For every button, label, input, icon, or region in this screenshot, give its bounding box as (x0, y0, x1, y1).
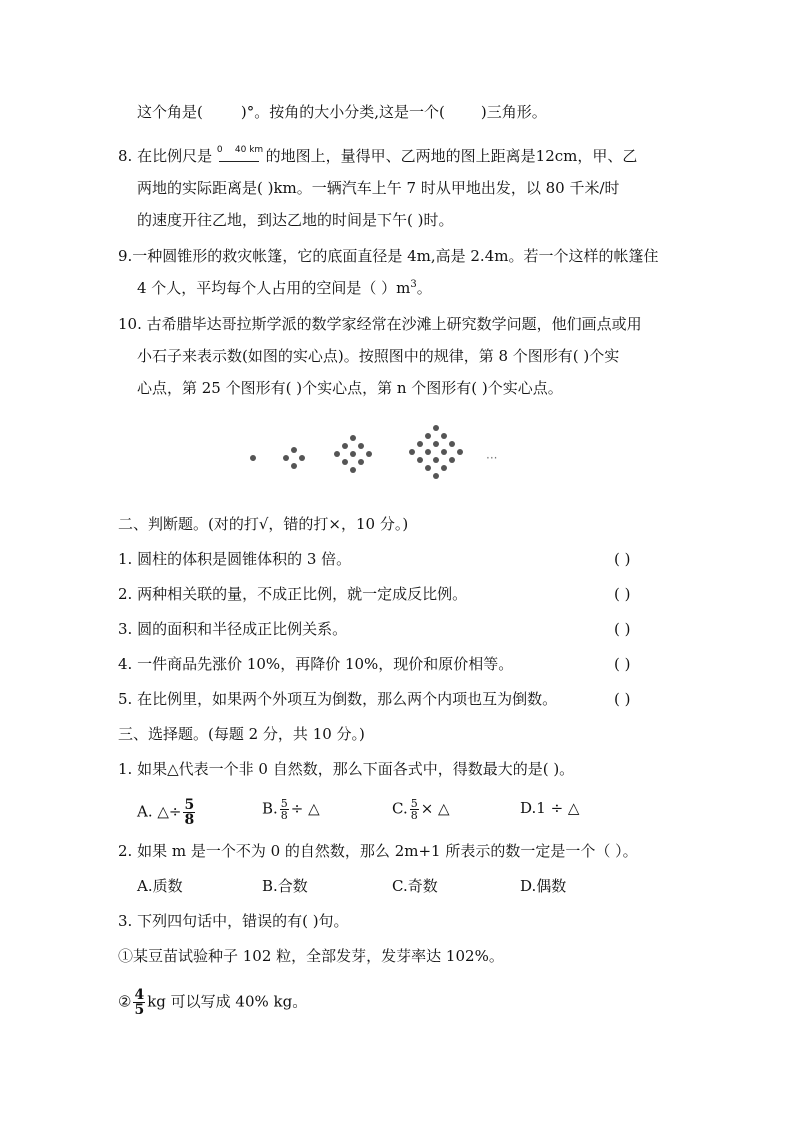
dot (342, 459, 348, 465)
fraction: $\frac{4}{5}$ (134, 987, 145, 1018)
dot (342, 443, 348, 449)
dot (350, 435, 356, 441)
judge-item-1: 1. 圆柱的体积是圆锥体积的 3 倍。 (118, 550, 352, 568)
fraction: $\frac{5}{8}$ (280, 797, 288, 822)
answer-bracket-5[interactable]: ( ) (614, 690, 631, 708)
section3-title: 三、选择题。(每题 2 分，共 10 分。) (118, 725, 365, 743)
choice-q3: 3. 下列四句话中，错误的有( )句。 (118, 912, 349, 930)
q10-line2: 小石子来表示数(如图的实心点)。按照图中的规律，第 8 个图形有( )个实 (137, 347, 620, 365)
choice-q1-option-c[interactable]: C. $\frac{5}{8}$ × △ (392, 797, 450, 822)
q7-continuation: 这个角是( )°。按角的大小分类,这是一个( )三角形。 (137, 103, 547, 121)
answer-bracket-3[interactable]: ( ) (614, 620, 631, 638)
dot (358, 459, 364, 465)
q8-line1: 8. 在比例尺是 0 40 km 的地图上，量得甲、乙两地的图上距离是12cm，甲、乙 (118, 145, 638, 165)
answer-bracket-4[interactable]: ( ) (614, 655, 631, 673)
fraction: $\frac{5}{8}$ (410, 797, 418, 822)
q10-line1: 10. 古希腊毕达哥拉斯学派的数学家经常在沙滩上研究数学问题，他们画点或用 (118, 315, 642, 333)
judge-item-3: 3. 圆的面积和半径成正比例关系。 (118, 620, 348, 638)
dot (366, 451, 372, 457)
q9-line2: 4 个人，平均每个人占用的空间是（ ）$m^3$。 (137, 279, 432, 297)
choice-q1-option-d[interactable]: D.1 ÷ △ (520, 799, 580, 817)
dot (441, 449, 447, 455)
dot (433, 473, 439, 479)
choice-q3-statement-1: ①某豆苗试验种子 102 粒，全部发芽，发芽率达 102%。 (118, 947, 504, 965)
dot (457, 449, 463, 455)
dot (433, 425, 439, 431)
dot (433, 457, 439, 463)
dot (441, 433, 447, 439)
dot (449, 441, 455, 447)
dot (250, 455, 256, 461)
fraction: $\frac{5}{8}$ (184, 797, 195, 828)
choice-q2-option-b[interactable]: B.合数 (262, 877, 308, 895)
dot (358, 443, 364, 449)
choice-q3-statement-2: ② $\frac{4}{5}$ kg 可以写成 40% kg。 (118, 987, 308, 1018)
judge-item-5: 5. 在比例里，如果两个外项互为倒数，那么两个内项也互为倒数。 (118, 690, 558, 708)
dot (449, 457, 455, 463)
q10-line3: 心点，第 25 个图形有( )个实心点，第 n 个图形有( )个实心点。 (137, 379, 563, 397)
dot (425, 465, 431, 471)
dot (350, 467, 356, 473)
dot (425, 449, 431, 455)
choice-q2-option-c[interactable]: C.奇数 (392, 877, 438, 895)
dot (291, 447, 297, 453)
q8-line2: 两地的实际距离是( )km。一辆汽车上午 7 时从甲地出发，以 80 千米/时 (137, 179, 620, 197)
dot (409, 449, 415, 455)
dot (334, 451, 340, 457)
dot (425, 433, 431, 439)
ellipsis: ··· (486, 451, 498, 465)
dot (350, 451, 356, 457)
choice-q1: 1. 如果△代表一个非 0 自然数，那么下面各式中，得数最大的是( )。 (118, 760, 575, 778)
dot-pattern-figure (240, 418, 520, 498)
choice-q1-option-b[interactable]: B. $\frac{5}{8}$ ÷ △ (262, 797, 320, 822)
dot (283, 455, 289, 461)
answer-bracket-1[interactable]: ( ) (614, 550, 631, 568)
answer-bracket-2[interactable]: ( ) (614, 585, 631, 603)
q8-line3: 的速度开往乙地，到达乙地的时间是下午( )时。 (137, 211, 454, 229)
judge-item-2: 2. 两种相关联的量，不成正比例，就一定成反比例。 (118, 585, 468, 603)
choice-q1-option-a[interactable]: A. △÷ $\frac{5}{8}$ (137, 797, 195, 828)
dot (433, 441, 439, 447)
choice-q2: 2. 如果 m 是一个不为 0 的自然数，那么 2m+1 所表示的数一定是一个（ ）。 (118, 842, 638, 860)
q9-line1: 9.一种圆锥形的救灾帐篷，它的底面直径是 4m,高是 2.4m。若一个这样的帐篷住 (118, 247, 659, 265)
judge-item-4: 4. 一件商品先涨价 10%，再降价 10%，现价和原价相等。 (118, 655, 514, 673)
section2-title: 二、判断题。(对的打√，错的打×，10 分。) (118, 515, 409, 533)
map-scale-bar: 0 40 km (217, 147, 261, 167)
dot (417, 457, 423, 463)
choice-q2-option-d[interactable]: D.偶数 (520, 877, 567, 895)
dot (291, 463, 297, 469)
dot (299, 455, 305, 461)
dot (441, 465, 447, 471)
dot (417, 441, 423, 447)
choice-q2-option-a[interactable]: A.质数 (137, 877, 183, 895)
